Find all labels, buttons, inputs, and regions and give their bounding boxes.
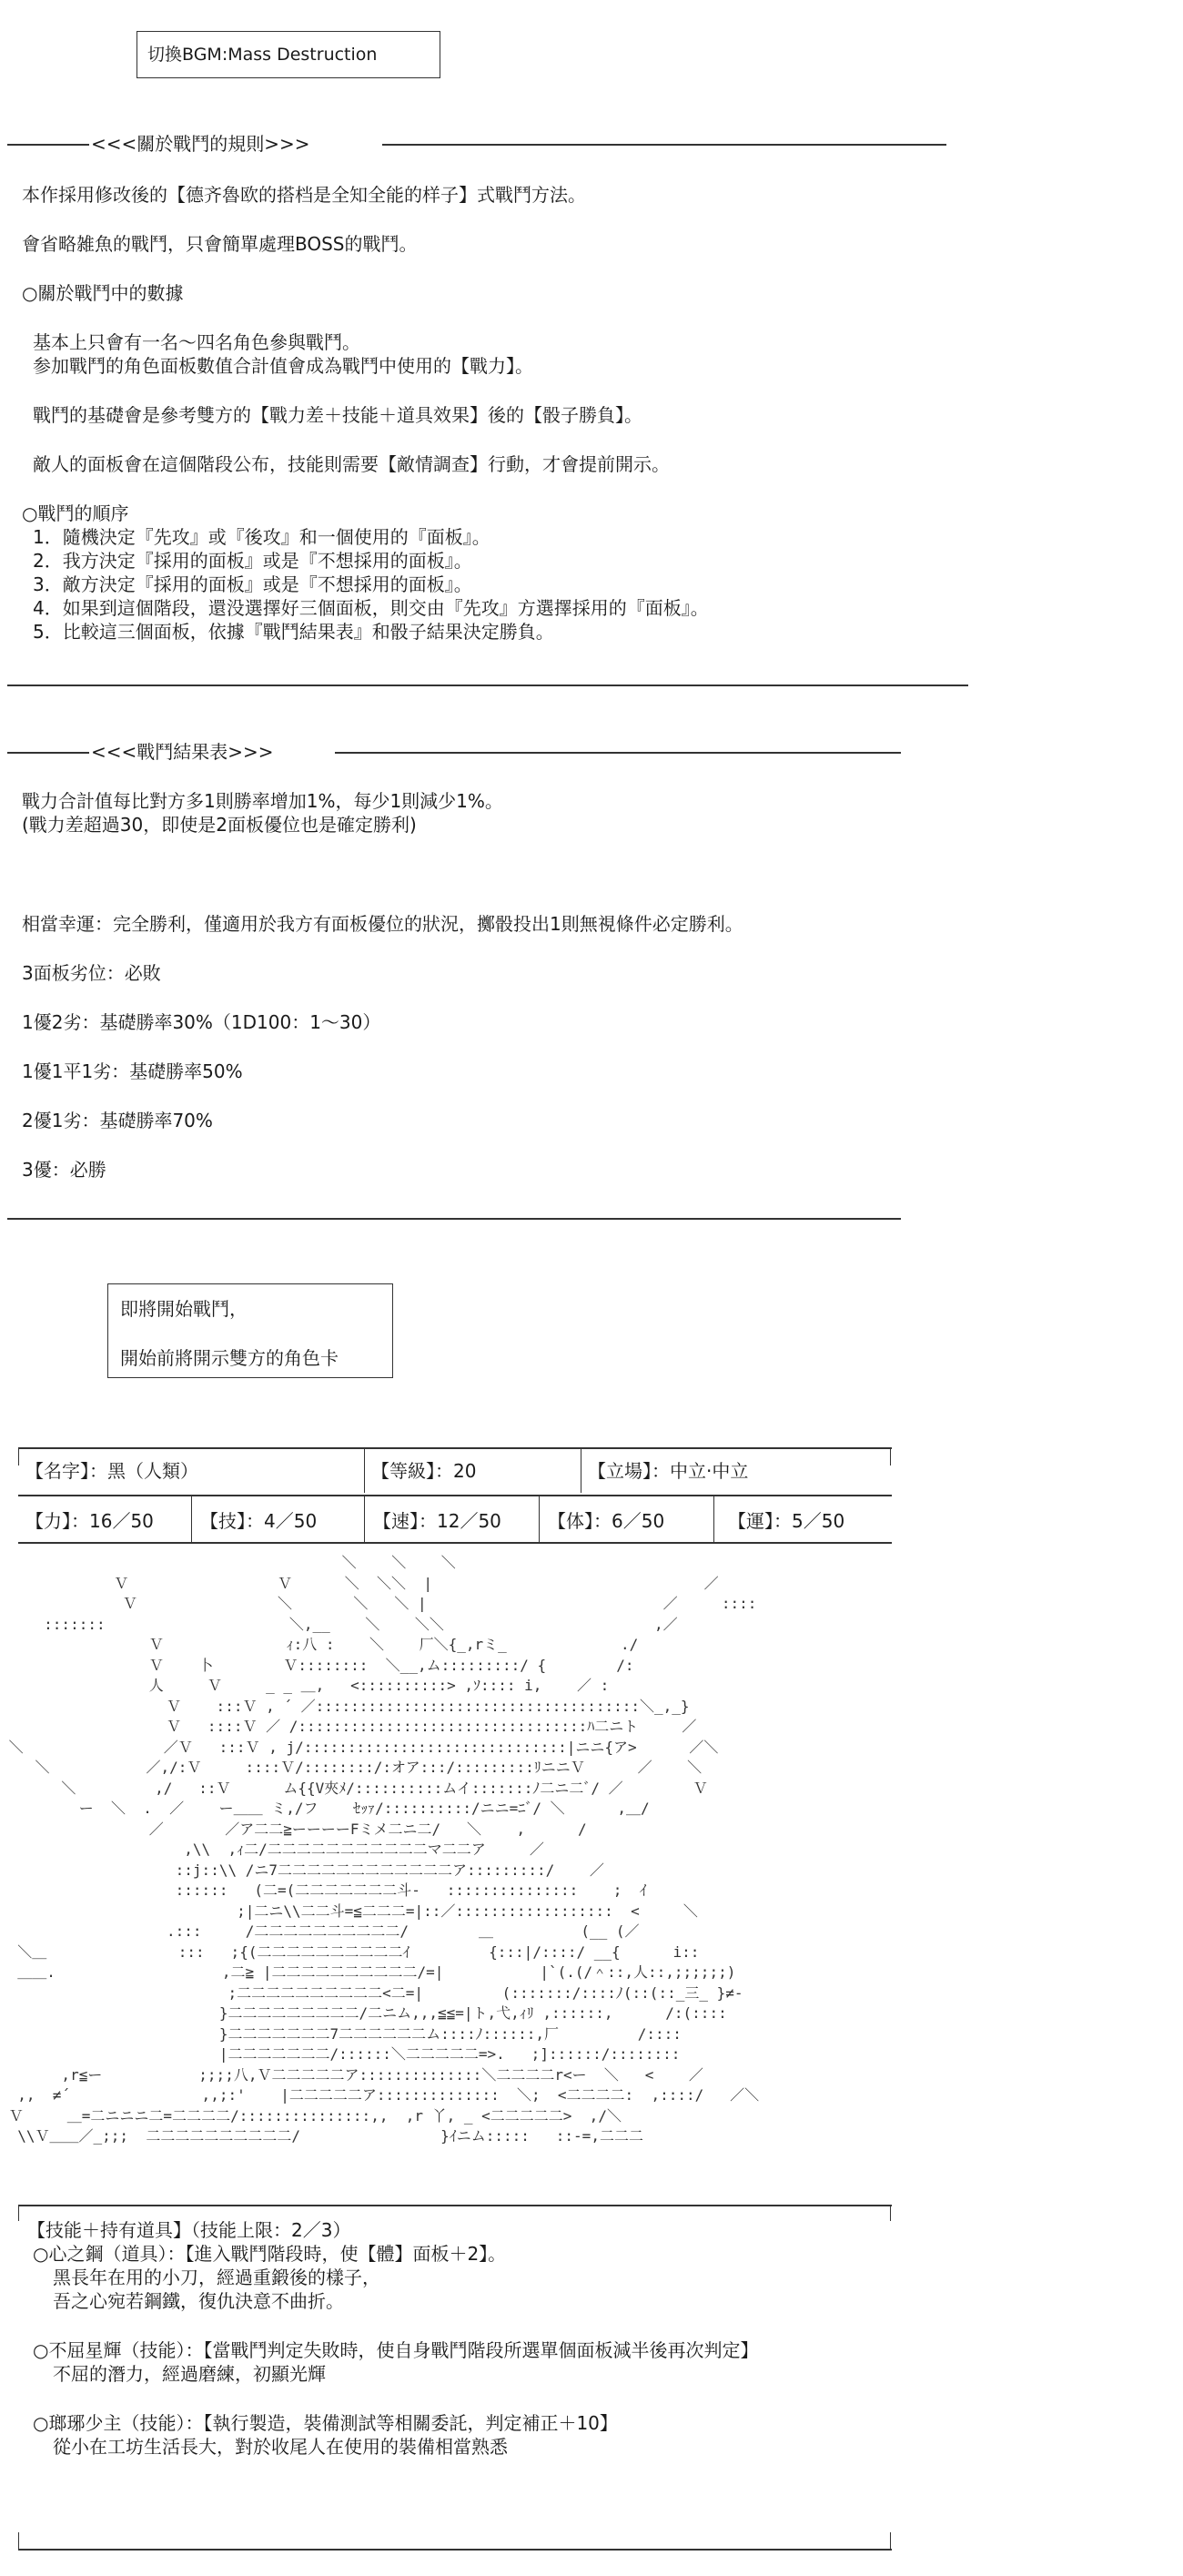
results-item: 3優：必勝 (22, 1159, 106, 1181)
card-divider (713, 1495, 714, 1542)
results-lucky: 相當幸運：完全勝利，僅適用於我方有面板優位的狀況，擲骰投出1則無視條件必定勝利。 (22, 913, 743, 935)
results-line-1: 戰力合計值每比對方多1則勝率增加1%，每少1則減少1%。 (22, 790, 503, 812)
card-stance: 【立場】：中立·中立 (588, 1460, 749, 1482)
order-line: 1．隨機決定『先攻』或『後攻』和一個使用的『面板』。 (33, 526, 490, 548)
data-title: ○關於戰鬥中的數據 (22, 282, 184, 304)
results-item: 3面板劣位：必敗 (22, 962, 161, 984)
order-line: 3．敵方決定『採用的面板』或是『不想採用的面板』。 (33, 573, 472, 595)
skills-tick (18, 2532, 19, 2549)
order-line: 5．比較這三個面板，依據『戰鬥結果表』和骰子結果決定勝負。 (33, 621, 554, 643)
card-name: 【名字】：黑（人類） (25, 1460, 198, 1482)
stat-luck: 【運】：5／50 (728, 1510, 845, 1532)
stat-speed: 【速】：12／50 (373, 1510, 501, 1532)
skill-3-desc: 從小在工坊生活長大，對於收尾人在使用的裝備相當熟悉 (53, 2436, 508, 2458)
rules-intro-2: 會省略雑魚的戰鬥，只會簡單處理BOSS的戰鬥。 (22, 233, 418, 255)
stat-power: 【力】：16／50 (25, 1510, 154, 1532)
card-bottom-line (18, 1542, 892, 1544)
rules-header-line-left (7, 144, 89, 146)
results-item: 2優1劣：基礎勝率70% (22, 1110, 213, 1131)
announce-line-2: 開始前將開示雙方的角色卡 (120, 1347, 339, 1369)
skill-1-title: ○心之鋼（道具）：【進入戰鬥階段時，使【體】面板＋2】。 (33, 2243, 507, 2265)
results-header-line-right (335, 752, 901, 754)
order-title: ○戰鬥的順序 (22, 502, 129, 524)
card-tick (890, 1447, 891, 1465)
bgm-text: 切換BGM:Mass Destruction (147, 45, 378, 65)
rules-footer-line (7, 685, 968, 686)
skill-1-desc: 黑長年在用的小刀，經過重鍛後的樣子， (53, 2267, 380, 2288)
card-mid-line (18, 1495, 892, 1496)
data-line: 戰鬥的基礎會是參考雙方的【戰力差＋技能＋道具效果】後的【骰子勝負】。 (33, 404, 642, 426)
data-line: 敵人的面板會在這個階段公布，技能則需要【敵情調查】行動，才會提前開示。 (33, 453, 670, 475)
skill-1-desc: 吾之心宛若鋼鐵，復仇決意不曲折。 (53, 2290, 344, 2312)
skills-top-line (18, 2205, 892, 2206)
announce-line-1: 即將開始戰鬥， (120, 1298, 248, 1320)
results-item: 1優2劣：基礎勝率30%（1D100：1～30） (22, 1011, 381, 1033)
skill-2-title: ○不屈星輝（技能）：【當戰鬥判定失敗時，使自身戰鬥階段所選單個面板減半後再次判定】 (33, 2339, 759, 2361)
card-divider (191, 1495, 192, 1542)
data-line: 参加戰鬥的角色面板數值合計值會成為戰鬥中使用的【戰力】。 (33, 355, 533, 377)
ascii-art-illustration: ＼ ＼ ＼ Ｖ Ｖ ＼ ＼＼ | ／ Ｖ ＼ ＼ ＼ | ／ :::: ::::::: ＼,__ ＼ ＼＼ ,／ Ｖ ｨ:八 : ＼ 厂＼{_,rミ_ ./ Ｖ 卜 Ｖ:::::::: ＼__,ム:::::::::/ { /: 人 Ｖ _ _ ＿, <::::::::::> ,ｿ:::: i, ／ : Ｖ :::Ｖ , ´ ／:::::::::::::::::::::::::::::::::::::＼_,_} Ｖ ::::Ｖ ／ /:::::::::::::::::::::::::::::::::ﾊ二ニト ／ ＼ ／Ｖ :::Ｖ , j/::::::::::::::::::::::::::::::|ニニ{ア> ／＼ ＼ ／,/:Ｖ ::::Ｖ/::::::::/:オア:::/:::::::::ﾘニニＶ ／ ＼ ＼ ,/ ::Ｖ ム{{V夾ﾒ/::::::::::ムイ:::::::ﾉ二ニ二ﾞ/ ／ Ｖ ー ＼ . ／ ー＿＿ ミ,/フ ｾｯｧ/::::::::::/ニニ=ﾆﾞ/ ＼ ,＿/ ／ ／ア二二≧ーーーーFミメ二ニ二/ ＼ , / ,\\ ,ｨ二/二二二二二二二二二二二マ二二ア ／ ::j::\\ /ニ7二二二二二二二二二二二二ア:::::::::/ ／ :::::: (二=(二二二二二二二斗- ::::::::::::::: ; ｲ ;|二ニ\\二二斗=≦二二二=|::／:::::::::::::::::: < ＼ .::: /二二二二二二二二二二/ ＿ (__ (／ ＼＿ ::: ;{(二二二二二二二二二二ｲ {:::|/::::/ __{ i:: ＿＿. ,二≧ |二二二二二二二二二二/=| |`(.(/＾::,人::,;;;;;;) ;二二二二二二二二二二<二=| (:::::::/::::ﾉ(::(::_三_ }≠- }二二二二二二二二二/二ニム,,,≦≦=|ト,弋,ｨﾘ ,::::::, /:(:::: }二二二二二二二7二二二二二二ム::::ﾉ::::::,厂 /:::: |二二二二二二二/::::::＼二二二二二=>. ;]::::::/:::::::: ,r≦ー ;;;;八,Ｖ二二二二二ア::::::::::::::＼二二二二r<ー ＼ < ／ ,, ≠´ ,,;:' |二二二二二ア:::::::::::::: ＼; <二二二二: ,::::/ ／＼ Ｖ ＿=二ニニニ二=二二二二/:::::::::::::::,, ,r 丫, _ <二二二二二> ,/＼ \\Ｖ＿＿／_;;; 二二二二二二二二二二/ }ｲニム::::: ::-=,二二二 (8, 1554, 760, 2145)
rules-header-line-right (382, 144, 946, 146)
stat-tech: 【技】：4／50 (200, 1510, 318, 1532)
results-header: <<<戰鬥結果表>>> (91, 741, 274, 763)
rules-header: <<<關於戰鬥的規則>>> (91, 133, 310, 155)
card-tick (18, 1447, 19, 1465)
skills-tick (18, 2205, 19, 2221)
skills-header: 【技能＋持有道具】（技能上限：2／3） (27, 2219, 351, 2241)
card-divider (539, 1495, 540, 1542)
card-divider (364, 1495, 365, 1542)
data-line: 基本上只會有一名～四名角色參與戰鬥。 (33, 331, 360, 353)
order-line: 4．如果到這個階段，還没選擇好三個面板，則交由『先攻』方選擇採用的『面板』。 (33, 597, 709, 619)
card-divider (364, 1447, 365, 1493)
skill-2-desc: 不屈的潛力，經過磨練，初顯光輝 (53, 2363, 326, 2385)
skill-3-title: ○瑯琊少主（技能）：【執行製造，裝備測試等相關委託，判定補正＋10】 (33, 2412, 618, 2434)
skills-tick (890, 2205, 891, 2221)
order-line: 2．我方決定『採用的面板』或是『不想採用的面板』。 (33, 550, 472, 572)
stat-body: 【体】：6／50 (548, 1510, 665, 1532)
card-top-line (18, 1447, 892, 1449)
results-item: 1優1平1劣：基礎勝率50% (22, 1060, 243, 1082)
results-line-2: (戰力差超過30，即使是2面板優位也是確定勝利) (22, 814, 417, 836)
skills-tick (890, 2532, 891, 2549)
skills-bottom-line (18, 2549, 892, 2551)
rules-intro-1: 本作採用修改後的【德齐魯欧的搭档是全知全能的样子】式戰鬥方法。 (22, 184, 586, 206)
results-footer-line (7, 1218, 901, 1220)
card-level: 【等級】：20 (371, 1460, 477, 1482)
results-header-line-left (7, 752, 89, 754)
